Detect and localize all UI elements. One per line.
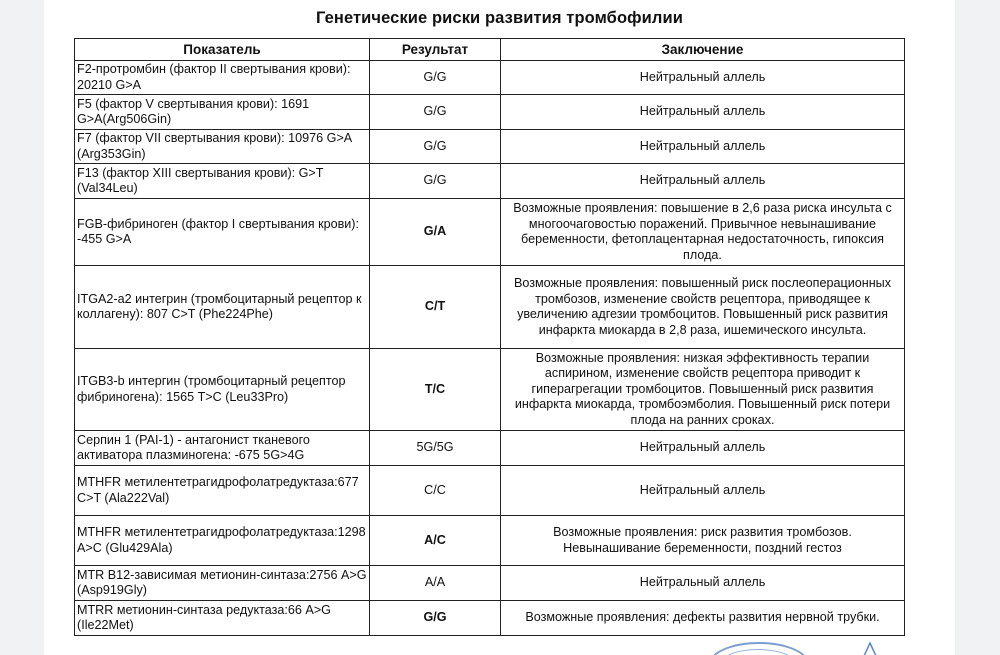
table-row xyxy=(75,95,905,130)
table-row xyxy=(75,466,905,516)
conclusion-cell: Возможные проявления: повышенный риск послеоперационных тромбозов, изменение свойств рецептора, приводящее к увеличению адгезии тромбоцитов. Повышенный риск развития инфаркта миокарда в 2,8 раза, ишемического инсульта. xyxy=(501,266,905,349)
result-cell: G/G xyxy=(370,61,501,95)
result-cell: C/C xyxy=(370,466,501,516)
indicator-cell: MTHFR метилентетрагидрофолатредуктаза:677 C>T (Ala222Val) xyxy=(75,466,370,516)
result-cell: G/A xyxy=(370,199,501,266)
document-title: Генетические риски развития тромбофилии xyxy=(315,9,683,27)
table-row xyxy=(75,266,905,349)
result-cell: T/C xyxy=(370,349,501,431)
indicator-cell: MTHFR метилентетрагидрофолатредуктаза:1298 A>C (Glu429Ala) xyxy=(75,516,370,566)
result-cell: G/G xyxy=(370,130,501,164)
table-row xyxy=(75,601,905,636)
table-row xyxy=(75,516,905,566)
results-table xyxy=(74,38,905,636)
table-row xyxy=(75,164,905,199)
clinic-stamp xyxy=(709,642,809,655)
conclusion-cell: Нейтральный аллель xyxy=(501,431,905,466)
result-cell: C/T xyxy=(370,266,501,349)
indicator-cell: MTR B12-зависимая метионин-синтаза:2756 A>G (Asp919Gly) xyxy=(75,566,370,601)
result-cell: A/C xyxy=(370,516,501,566)
indicator-cell: ITGB3-b интергин (тромбоцитарный рецептор фибриногена): 1565 T>C (Leu33Pro) xyxy=(75,349,370,431)
table-row xyxy=(75,349,905,431)
indicator-cell: F13 (фактор XIII свертывания крови): G>T (Val34Leu) xyxy=(75,164,370,199)
conclusion-cell: Нейтральный аллель xyxy=(501,566,905,601)
table-row xyxy=(75,199,905,266)
result-cell: G/G xyxy=(370,164,501,199)
table-row xyxy=(75,61,905,95)
column-header-result: Результат xyxy=(370,39,501,61)
result-cell: A/A xyxy=(370,566,501,601)
conclusion-cell: Нейтральный аллель xyxy=(501,164,905,199)
indicator-cell: MTRR метионин-синтаза редуктаза:66 A>G (Ile22Met) xyxy=(75,601,370,636)
column-header-conclusion: Заключение xyxy=(501,39,905,61)
document-page xyxy=(44,0,955,655)
conclusion-cell: Нейтральный аллель xyxy=(501,95,905,130)
table-header-row xyxy=(75,39,905,61)
signature xyxy=(862,641,878,655)
table-row xyxy=(75,566,905,601)
indicator-cell: F7 (фактор VII свертывания крови): 10976 G>A (Arg353Gin) xyxy=(75,130,370,164)
conclusion-cell: Нейтральный аллель xyxy=(501,466,905,516)
result-cell: 5G/5G xyxy=(370,431,501,466)
indicator-cell: F5 (фактор V свертывания крови): 1691 G>A(Arg506Gin) xyxy=(75,95,370,130)
conclusion-cell: Возможные проявления: повышение в 2,6 раза риска инсульта с многоочаговостью поражений. Привычное невынашивание беременности, фетоплацентарная недостаточность, гипоксия плода. xyxy=(501,199,905,266)
column-header-indicator: Показатель xyxy=(75,39,370,61)
conclusion-cell: Нейтральный аллель xyxy=(501,61,905,95)
indicator-cell: FGB-фибриноген (фактор I свертывания крови): -455 G>A xyxy=(75,199,370,266)
table-row xyxy=(75,130,905,164)
result-cell: G/G xyxy=(370,601,501,636)
indicator-cell: Серпин 1 (PAI-1) - антагонист тканевого активатора плазминогена: -675 5G>4G xyxy=(75,431,370,466)
indicator-cell: F2-протромбин (фактор II свертывания крови): 20210 G>A xyxy=(75,61,370,95)
indicator-cell: ITGA2-a2 интегрин (тромбоцитарный рецептор к коллагену): 807 C>T (Phe224Phe) xyxy=(75,266,370,349)
conclusion-cell: Возможные проявления: низкая эффективность терапии аспирином, изменение свойств рецептора приводит к гиперагрегации тромбоцитов. Повышенный риск развития инфаркта миокарда, тромбоэмболия. Повышенный риск потери плода на ранних сроках. xyxy=(501,349,905,431)
conclusion-cell: Нейтральный аллель xyxy=(501,130,905,164)
table-row xyxy=(75,431,905,466)
conclusion-cell: Возможные проявления: риск развития тромбозов. Невынашивание беременности, поздний гестоз xyxy=(501,516,905,566)
conclusion-cell: Возможные проявления: дефекты развития нервной трубки. xyxy=(501,601,905,636)
result-cell: G/G xyxy=(370,95,501,130)
